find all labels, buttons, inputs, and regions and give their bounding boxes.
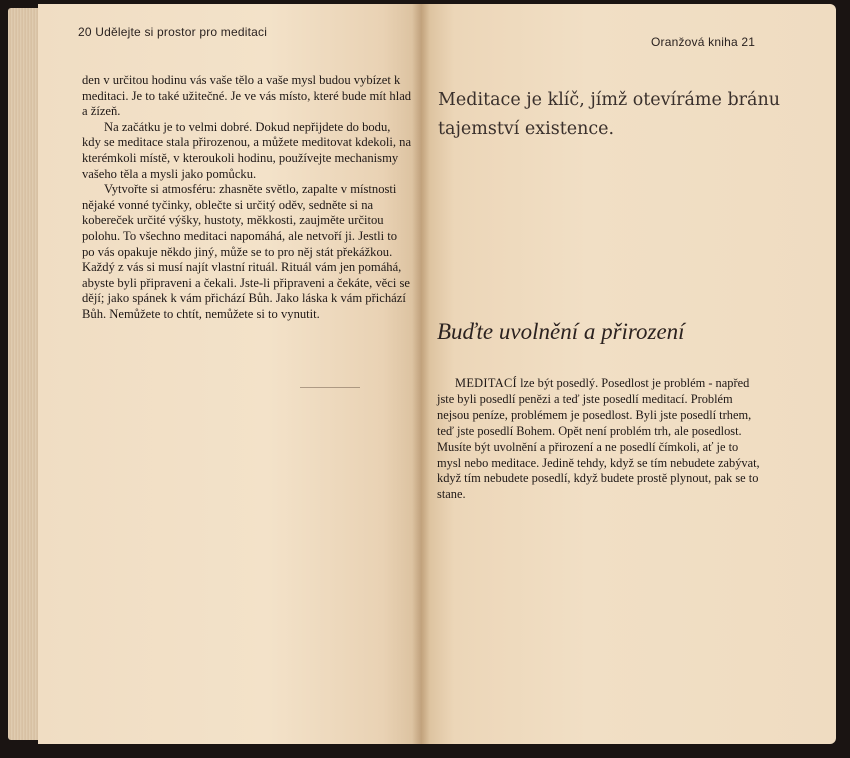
section-heading: Buďte uvolnění a přirození <box>437 319 685 344</box>
left-page-body <box>82 73 412 323</box>
right-page-header: Oranžová kniha 21 <box>651 35 756 49</box>
pull-quote: Meditace je klíč, jímž otevíráme bránu tajemství existence. <box>438 90 780 139</box>
end-rule <box>300 387 360 388</box>
paragraph-text: lze být posedlý. Posedlost je problém - napřed jste byli posedlí penězi a teď jste posedlí meditací. Problém nejsou peníze, problémem je posedlost. Byli jste posedlí trhem, teď jste posedlí Bohem. Opět není problém trh, ale posedlost. Musíte být uvolnění a přirození a ne posedlí čímkoli, ať je to mysl nebo meditace. Jedině tehdy, když se tím nebudete zabývat, když tím nebudete posedlí, když budete prostě plynout, pak se to stane. <box>437 376 760 502</box>
left-paragraph-1: den v určitou hodinu vás vaše tělo a vaše mysl budou vybízet k meditaci. Je to také užitečné. Je ve vás místo, které bude mít hlad a žízeň. <box>82 73 412 119</box>
right-paragraph <box>437 376 761 503</box>
left-page-header: 20 Udělejte si prostor pro meditaci <box>78 25 268 39</box>
left-paragraph-2: Na začátku je to velmi dobré. Dokud nepřijdete do bodu, kdy se meditace stala přirozenou, a můžete meditovat kdekoli, na kterémkoli místě, v kteroukoli hodinu, používejte mechanismy vašeho těla a mysli jako pomůcku. <box>82 119 412 181</box>
book-gutter <box>412 4 430 744</box>
right-page-body <box>437 376 761 503</box>
left-paragraph-3: Vytvořte si atmosféru: zhasněte světlo, zapalte v místnosti nějaké vonné tyčinky, oblečte si určitý oděv, sedněte si na kobereček určité výšky, hustoty, měkkosti, zaujměte určitou polohu. To všechno meditaci napomáhá, ale netvoří ji. Jestli to po vás opakuje někdo jiný, může se to pro něj stát překážkou. Každý z vás si musí najít vlastní rituál. Rituál vám jen pomáhá, abyste byli připraveni a čekali. Jste-li připraveni a čekáte, věci se dějí; jako spánek k vám přichází Bůh. Jako láska k vám přichází Bůh. Nemůžete to chtít, nemůžete si to vynutit. <box>82 182 410 321</box>
lead-word: MEDITACÍ <box>455 376 517 390</box>
